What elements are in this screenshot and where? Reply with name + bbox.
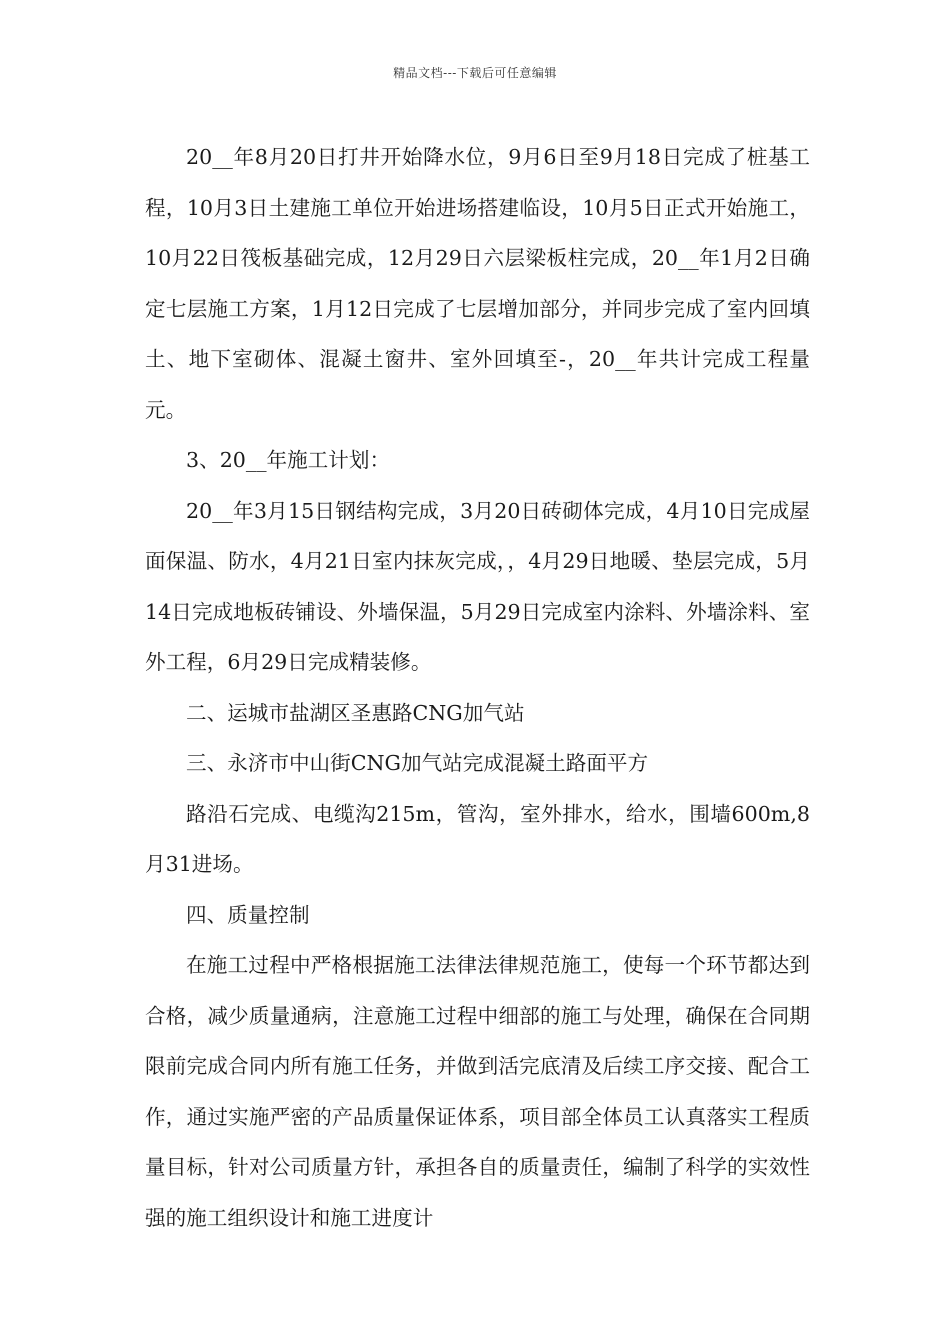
section-heading-yuncheng: 二、运城市盐湖区圣惠路CNG加气站 [186, 700, 525, 725]
section-heading-yongji: 三、永济市中山街CNG加气站完成混凝土路面平方 [186, 751, 649, 775]
section-heading-quality: 四、质量控制 [186, 902, 310, 927]
paragraph-yongji-details: 路沿石完成、电缆沟215m，管沟，室外排水，给水，围墙600m,8月31进场。 [145, 801, 810, 876]
paragraph-progress-2020: 20__年8月20日打井开始降水位，9月6日至9月18日完成了桩基工程，10月3日土建施工单位开始进场搭建临设，10月5日正式开始施工，10月22日筏板基础完成，12月29日六层梁板柱完成，20__年1月2日确定七层施工方案，1月12日完成了七层增加部分，并同步完成了室内回填土、地下室砌体、混凝土窗井、室外回填至-，20__年共计完成工程量元。 [145, 145, 810, 422]
document-body [145, 132, 810, 1243]
page-header: 精品文档---下载后可任意编辑 [393, 66, 557, 80]
paragraph-quality-control: 在施工过程中严格根据施工法律法律规范施工，使每一个环节都达到合格，减少质量通病，注意施工过程中细部的施工与处理，确保在合同期限前完成合同内所有施工任务，并做到活完底清及后续工序交接、配合工作，通过实施严密的产品质量保证体系，项目部全体员工认真落实工程质量目标，针对公司质量方针，承担各自的质量责任，编制了科学的实效性强的施工组织设计和施工进度计 [145, 953, 810, 1230]
paragraph-plan-details: 20__年3月15日钢结构完成，3月20日砖砌体完成，4月10日完成屋面保温、防水，4月21日室内抹灰完成，，4月29日地暖、垫层完成，5月14日完成地板砖铺设、外墙保温，5月29日完成室内涂料、外墙涂料、室外工程，6月29日完成精装修。 [145, 498, 810, 674]
paragraph-plan-heading: 3、20__年施工计划： [186, 448, 391, 472]
